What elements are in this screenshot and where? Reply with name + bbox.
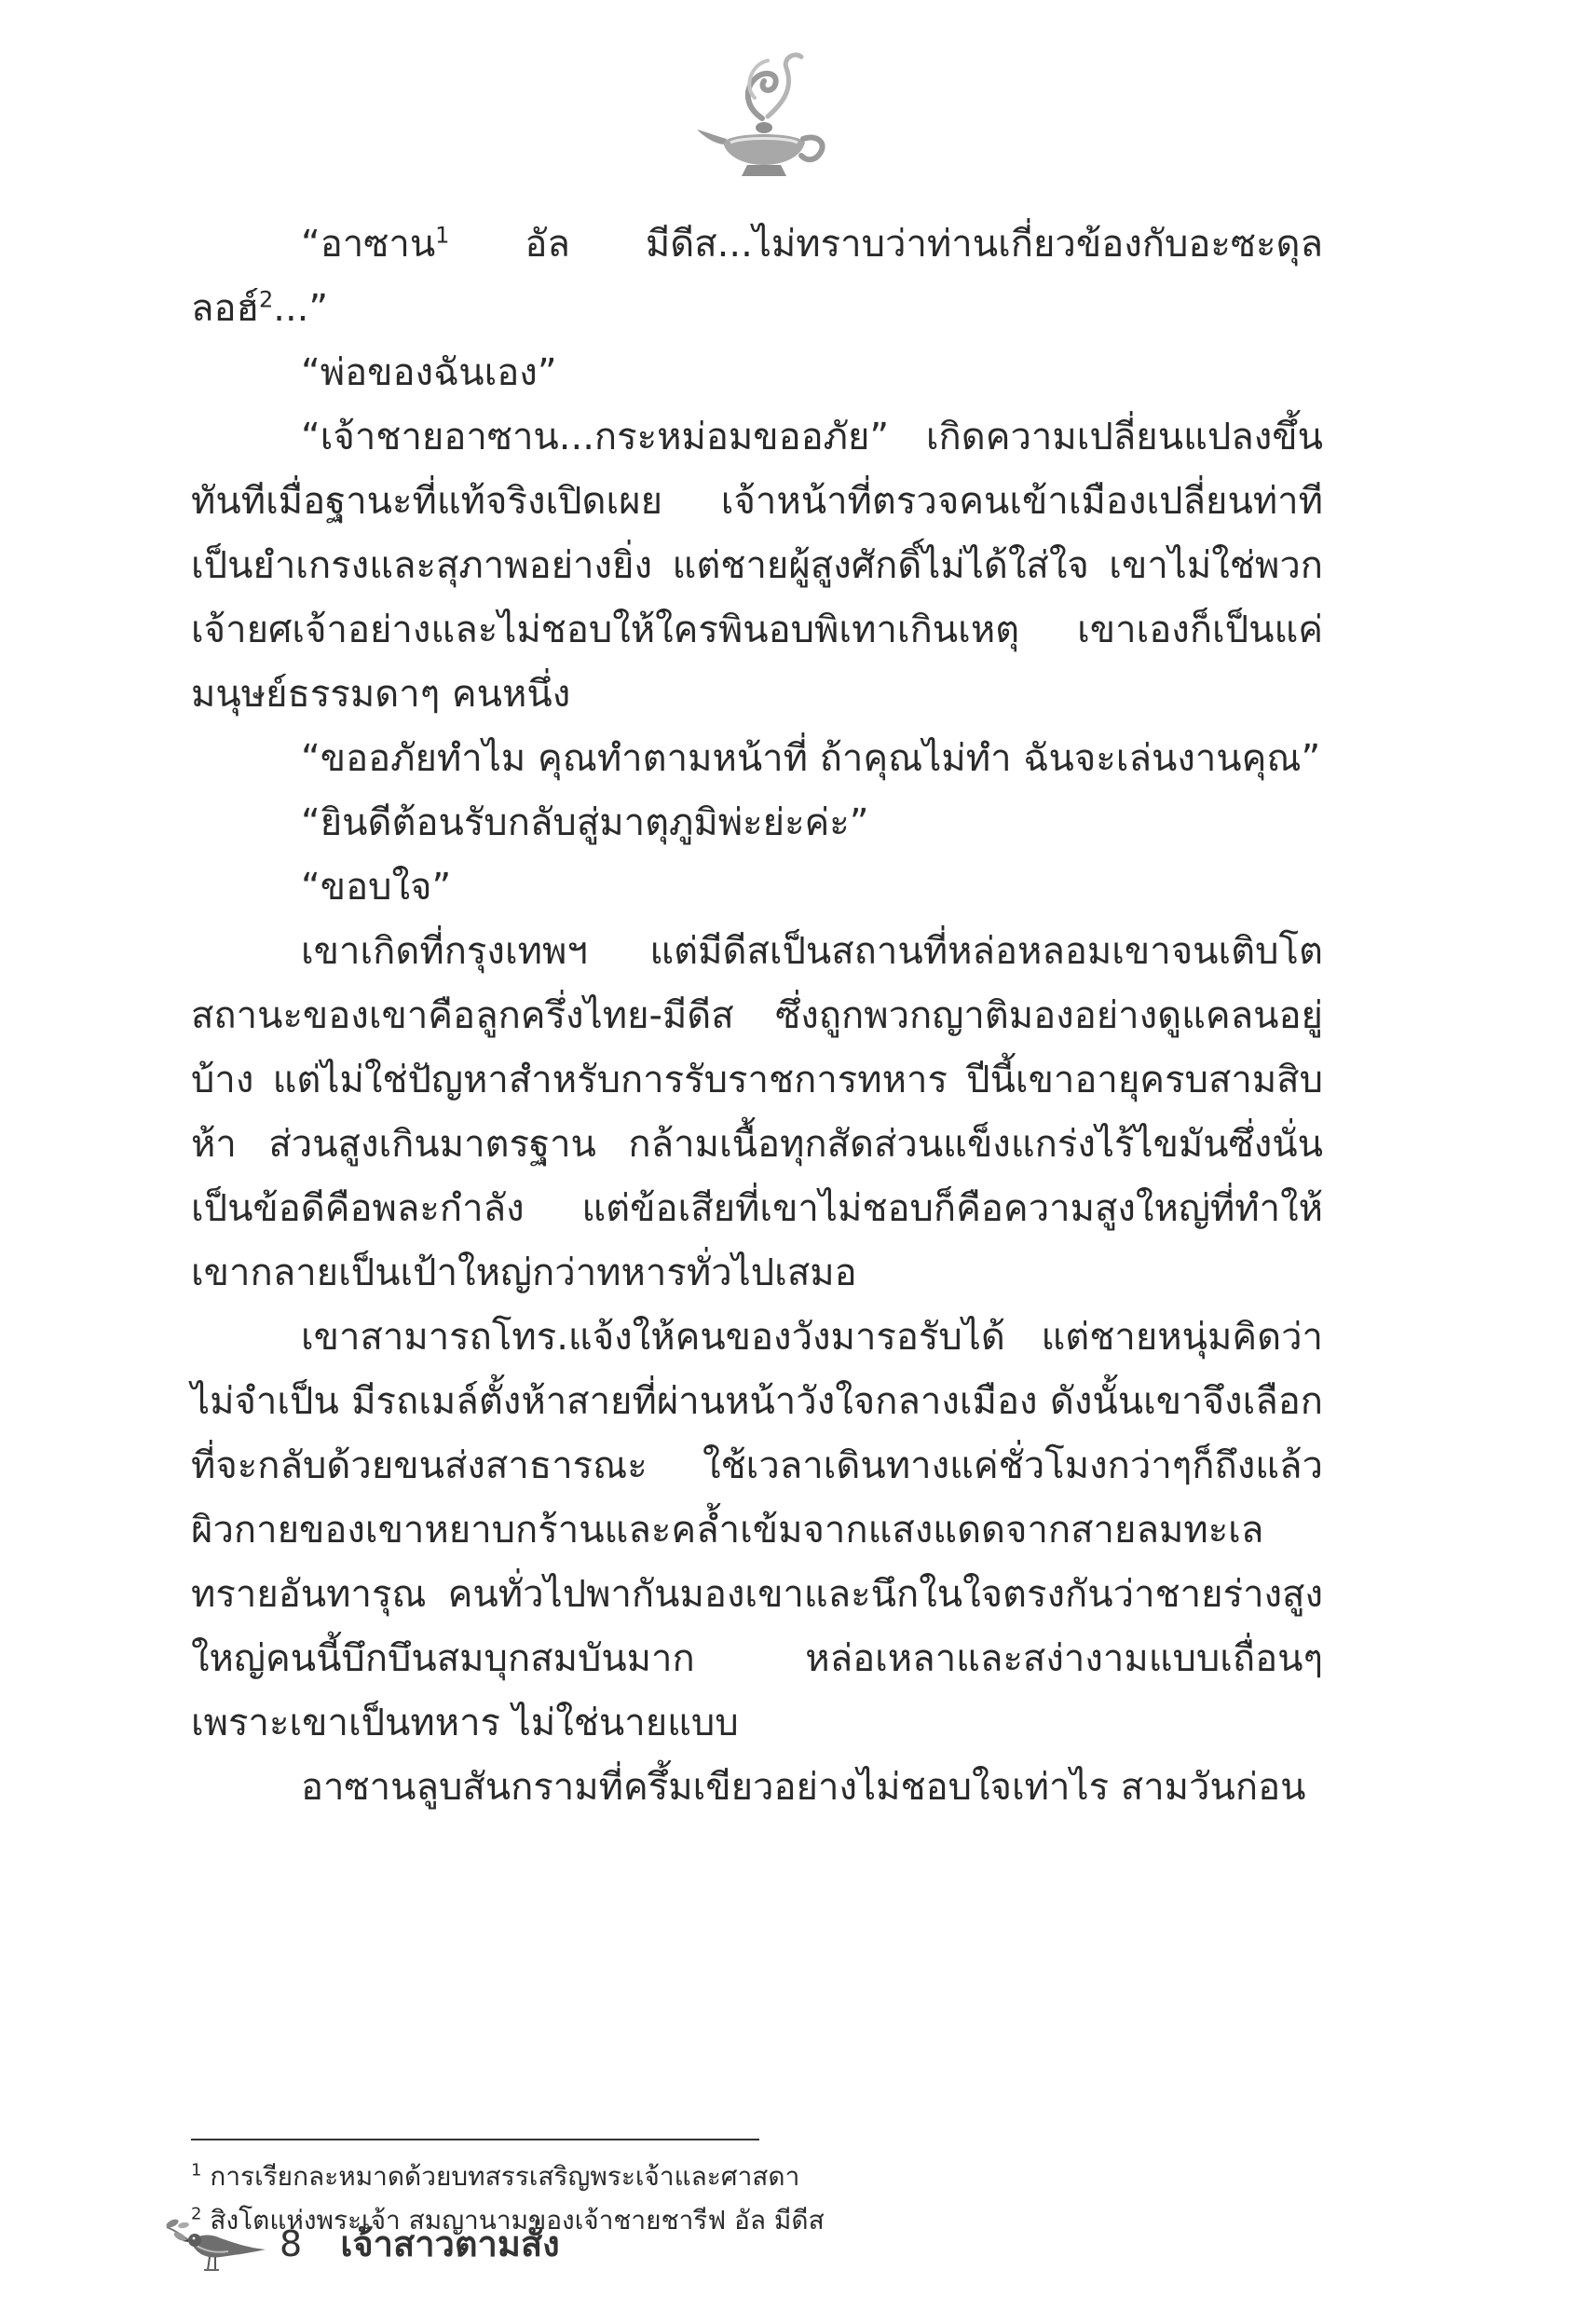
paragraph xyxy=(191,1306,1323,1756)
paragraph-text: “ยินดีต้อนรับกลับสู่มาตุภูมิพ่ะย่ะค่ะ” xyxy=(301,801,869,844)
paragraph xyxy=(191,920,1323,1306)
paragraph-text: อาซานลูบสันกรามที่ครึ้มเขียวอย่างไม่ชอบใจเท่าไร สามวันก่อน xyxy=(301,1766,1306,1809)
paragraph xyxy=(191,855,1323,920)
genie-lamp-icon xyxy=(689,42,839,191)
book-title: เจ้าสาวตามสั่ง xyxy=(340,2223,560,2264)
page-footer xyxy=(280,2216,560,2272)
footnote-text: การเรียกละหมาดด้วยบทสรรเสริญพระเจ้าและศาสดา xyxy=(210,2161,800,2192)
paragraph xyxy=(191,341,1323,405)
paragraph-text: ...” xyxy=(273,287,329,330)
footnote-marker: 1 xyxy=(191,2160,202,2181)
bird-on-branch-icon xyxy=(163,2210,270,2276)
paragraph xyxy=(191,405,1323,727)
paragraph xyxy=(191,212,1323,341)
paragraph-text: “เจ้าชายอาซาน...กระหม่อมขออภัย” เกิดความเปลี่ยนแปลงขึ้นทันทีเมื่อฐานะที่แท้จริงเปิดเผย เจ้าหน้าที่ตรวจคนเข้าเมืองเปลี่ยนท่าทีเป็นยำเกรงและสุภาพอย่างยิ่ง แต่ชายผู้สูงศักดิ์ไม่ได้ใส่ใจ เขาไม่ใช่พวกเจ้ายศเจ้าอย่างและไม่ชอบให้ใครพินอบพิเทาเกินเหตุ เขาเองก็เป็นแค่มนุษย์ธรรมดาๆ คนหนึ่ง xyxy=(191,416,1323,716)
footnote-text: สิงโตแห่งพระเจ้า สมญานามของเจ้าชายชารีฟ อัล มีดีส xyxy=(210,2205,825,2236)
footnote-ref: 1 xyxy=(435,222,450,249)
footnote xyxy=(191,2154,1309,2198)
body-text xyxy=(191,212,1323,1820)
paragraph xyxy=(191,791,1323,855)
paragraph-text: “อาซาน xyxy=(301,223,436,266)
paragraph-text: “ขอบใจ” xyxy=(301,866,452,909)
paragraph-text: “ขออภัยทำไม คุณทำตามหน้าที่ ถ้าคุณไม่ทำ ฉันจะเล่นงานคุณ” xyxy=(301,737,1321,780)
paragraph-text: เขาเกิดที่กรุงเทพฯ แต่มีดีสเป็นสถานที่หล่อหลอมเขาจนเติบโตสถานะของเขาคือลูกครึ่งไทย-มีดีส ซึ่งถูกพวกญาติมองอย่างดูแคลนอยู่บ้าง แต่ไม่ใช่ปัญหาสำหรับการรับราชการทหาร ปีนี้เขาอายุครบสามสิบห้า ส่วนสูงเกินมาตรฐาน กล้ามเนื้อทุกสัดส่วนแข็งแกร่งไร้ไขมันซึ่งนั่นเป็นข้อดีคือพละกำลัง แต่ข้อเสียที่เขาไม่ชอบก็คือความสูงใหญ่ที่ทำให้เขากลายเป็นเป้าใหญ่กว่าทหารทั่วไปเสมอ xyxy=(191,930,1323,1294)
footnote-divider xyxy=(191,2139,759,2140)
footnote-ref: 2 xyxy=(258,286,274,313)
paragraph-text: อัล มีดีส...ไม่ทราบว่าท่านเกี่ยวข้องกับอะซะดุลลอฮ์ xyxy=(191,223,1323,330)
paragraph xyxy=(191,1756,1323,1820)
paragraph-text: เขาสามารถโทร.แจ้งให้คนของวังมารอรับได้ แต่ชายหนุ่มคิดว่าไม่จำเป็น มีรถเมล์ตั้งห้าสายที่ผ่านหน้าวังใจกลางเมือง ดังนั้นเขาจึงเลือกที่จะกลับด้วยขนส่งสาธารณะ ใช้เวลาเดินทางแค่ชั่วโมงกว่าๆก็ถึงแล้ว ผิวกายของเขาหยาบกร้านและคล้ำเข้มจากแสงแดดจากสายลมทะเลทรายอันทารุณ คนทั่วไปพากันมองเขาและนึกในใจตรงกันว่าชายร่างสูงใหญ่คนนี้บึกบึนสมบุกสมบันมาก หล่อเหลาและสง่างามแบบเถื่อนๆ เพราะเขาเป็นทหาร ไม่ใช่นายแบบ xyxy=(191,1316,1323,1744)
paragraph-text: “พ่อของฉันเอง” xyxy=(301,351,557,394)
page-number: 8 xyxy=(280,2223,303,2264)
footnote-marker: 2 xyxy=(191,2204,202,2224)
paragraph xyxy=(191,727,1323,791)
